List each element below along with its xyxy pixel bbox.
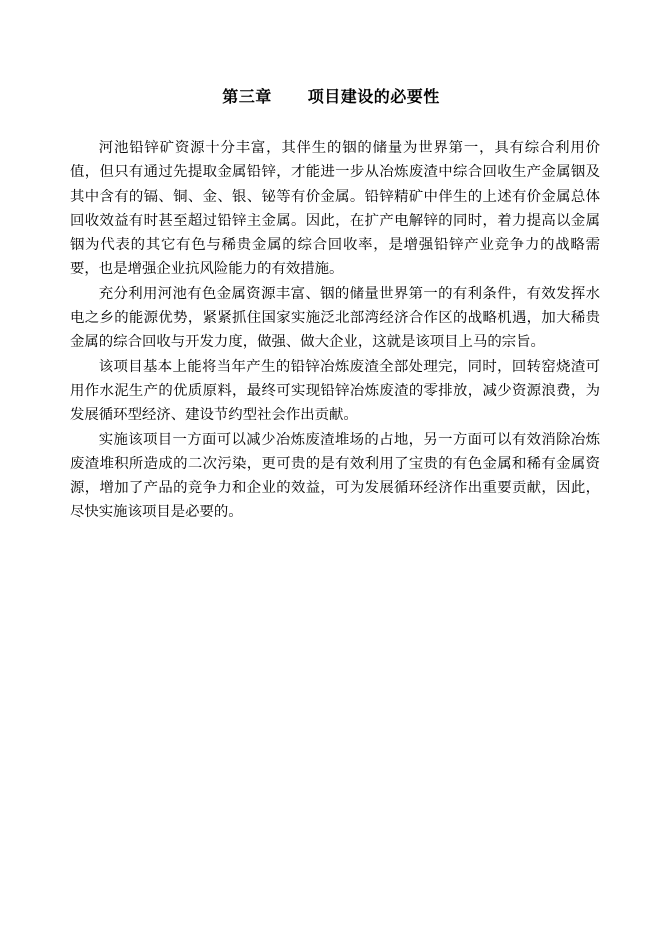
paragraph-3: 该项目基本上能将当年产生的铅锌冶炼废渣全部处理完，同时，回转窑烧渣可用作水泥生产的优质原料，最终可实现铅锌冶炼废渣的零排放，减少资源浪费，为发展循环型经济、建设节约型社会作出贡献。 (70, 358, 600, 424)
chapter-heading (0, 84, 662, 107)
paragraph-2: 充分利用河池有色金属资源丰富、铟的储量世界第一的有利条件，有效发挥水电之乡的能源优势，紧紧抓住国家实施泛北部湾经济合作区的战略机遇，加大稀贵金属的综合回收与开发力度，做强、做大企业，这就是该项目上马的宗旨。 (70, 285, 600, 351)
paragraph-1: 河池铅锌矿资源十分丰富，其伴生的铟的储量为世界第一，具有综合利用价值，但只有通过先提取金属铅锌，才能进一步从冶炼废渣中综合回收生产金属铟及其中含有的镉、铜、金、银、铋等有价金属。铅锌精矿中伴生的上述有价金属总体回收效益有时甚至超过铅锌主金属。因此，在扩产电解锌的同时，着力提高以金属铟为代表的其它有色与稀贵金属的综合回收率，是增强铅锌产业竞争力的战略需要，也是增强企业抗风险能力的有效措施。 (70, 140, 600, 278)
chapter-title: 项目建设的必要性 (307, 87, 440, 106)
chapter-body (70, 136, 600, 525)
paragraph-4: 实施该项目一方面可以减少冶炼废渣堆场的占地，另一方面可以有效消除冶炼废渣堆积所造成的二次污染，更可贵的是有效利用了宝贵的有色金属和稀有金属资源，增加了产品的竞争力和企业的效益，可为发展循环经济作出重要贡献，因此，尽快实施该项目是必要的。 (70, 431, 600, 521)
chapter-number: 第三章 (222, 87, 272, 106)
